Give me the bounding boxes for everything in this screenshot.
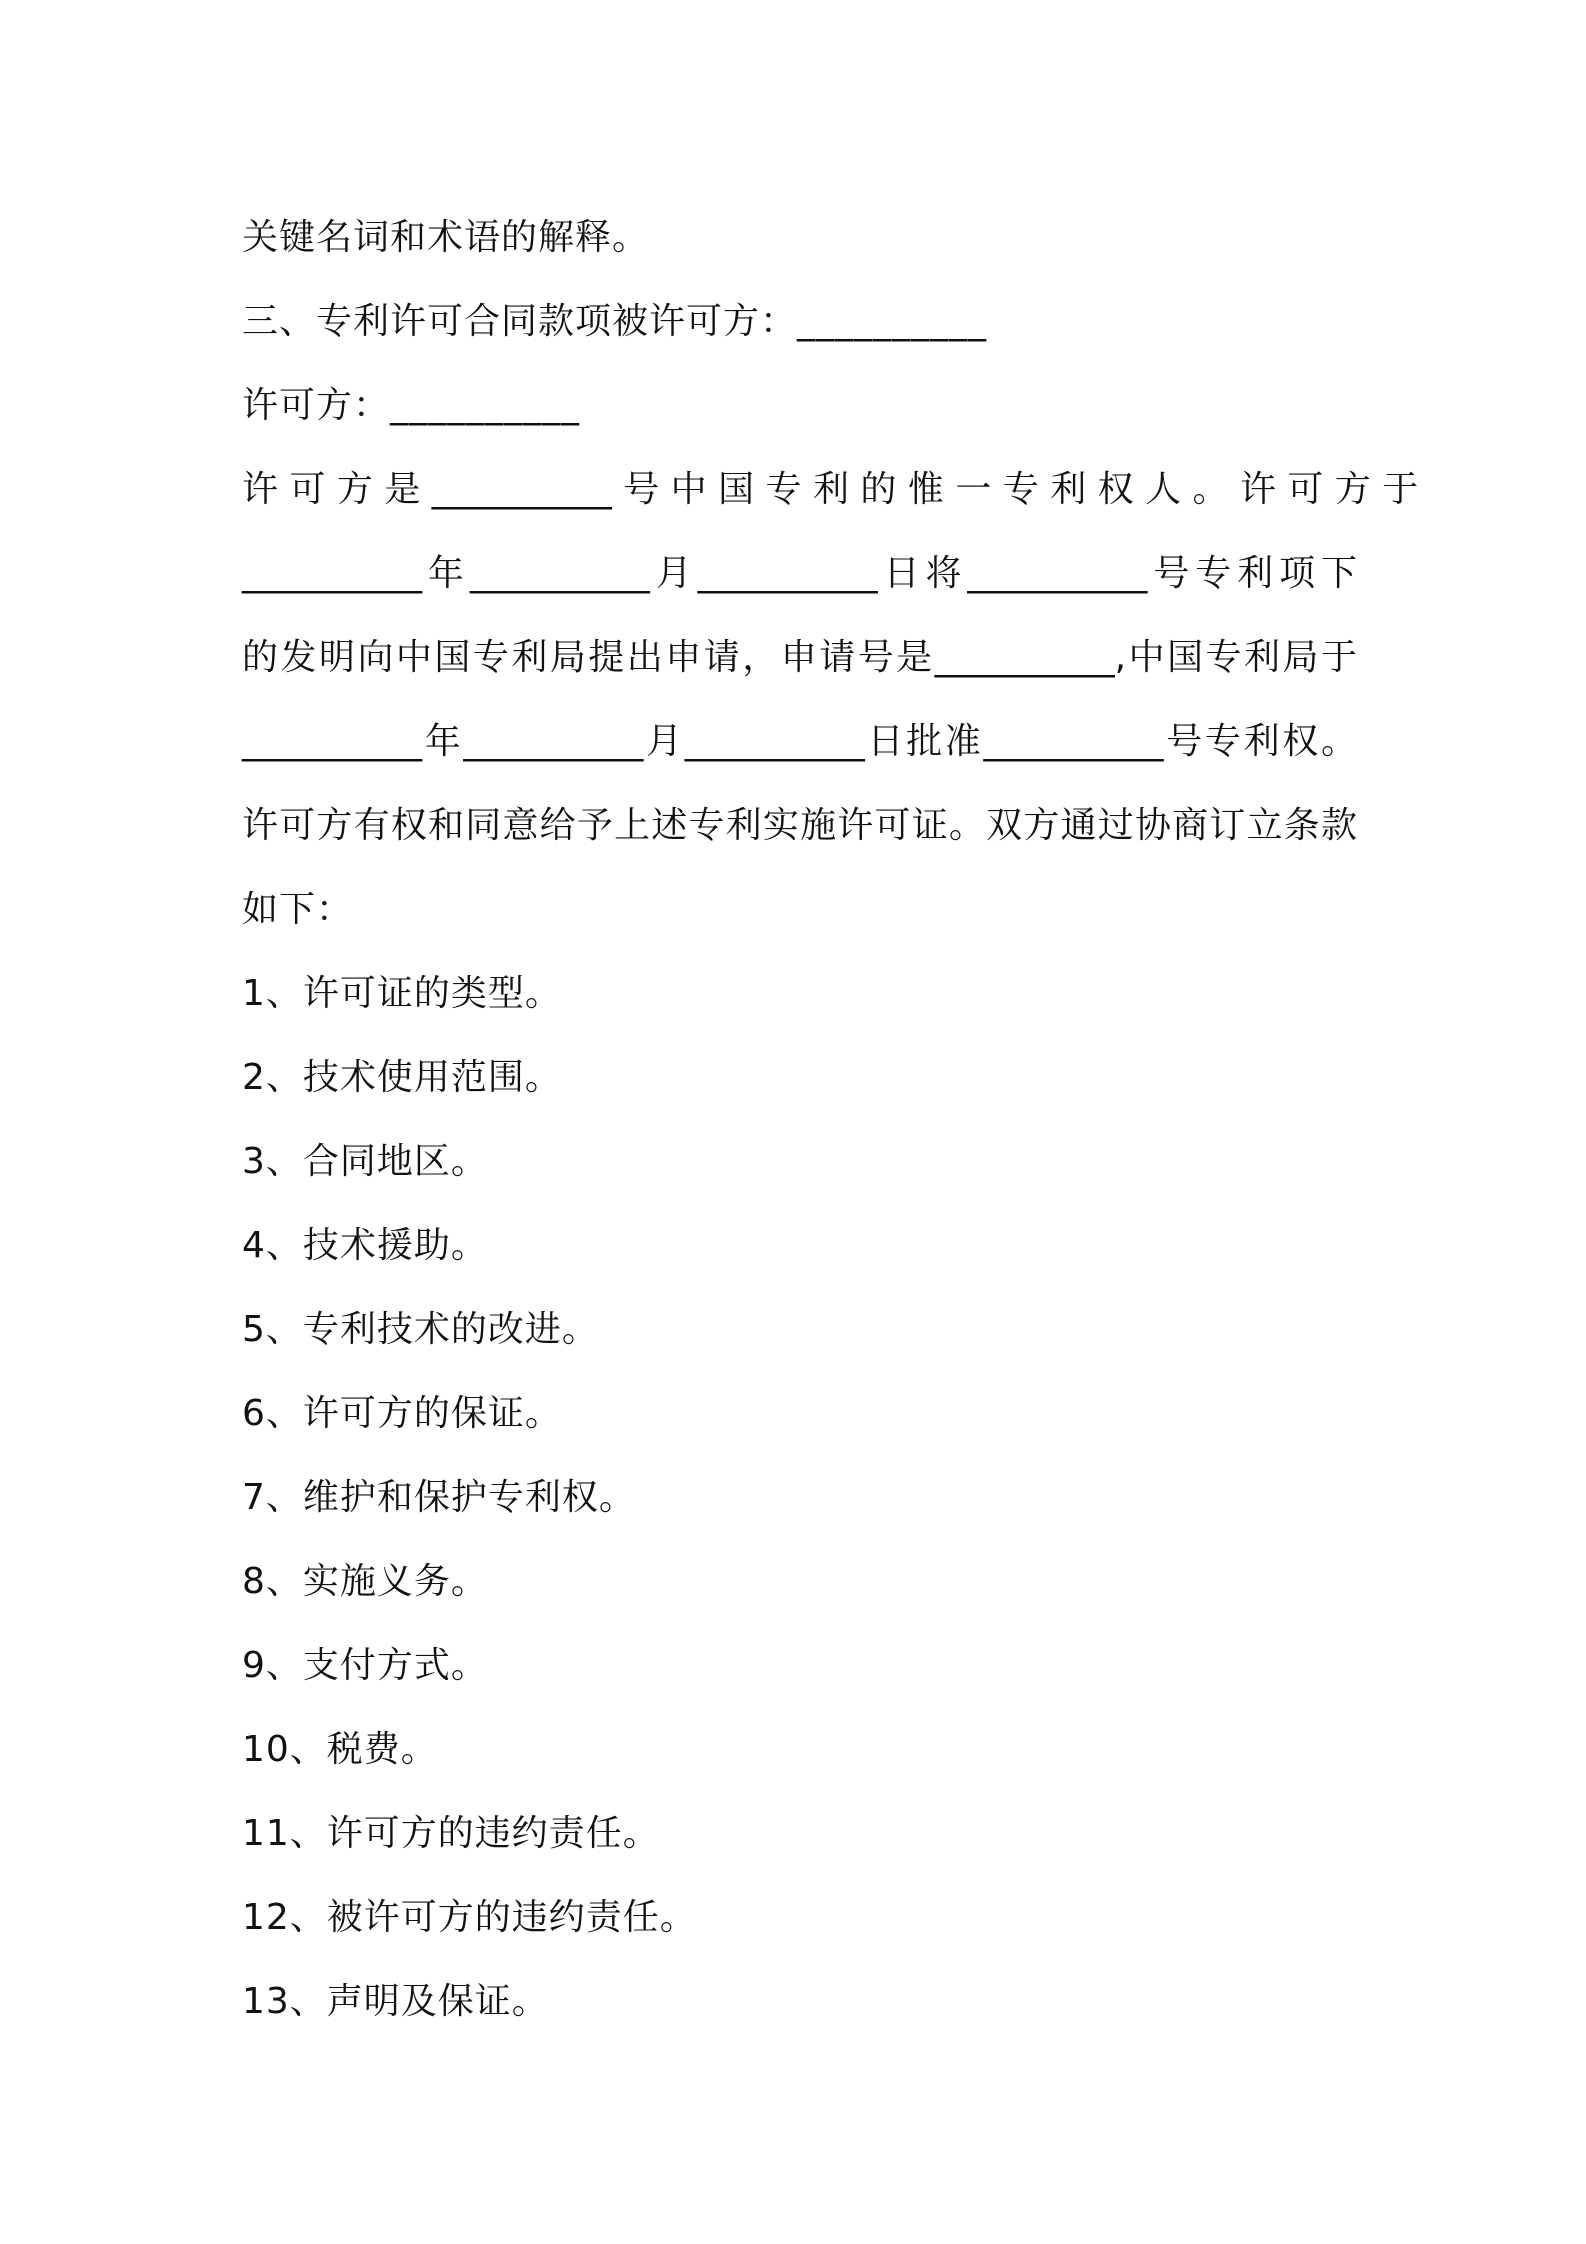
clause-item: 2、技术使用范围。 xyxy=(242,1057,562,1098)
clause-item: 4、技术援助。 xyxy=(242,1225,488,1266)
paragraph-line: 许 可 方 是 __________ 号 中 国 专 利 的 惟 一 专 利 权 人 。 许 可 方 于 xyxy=(242,469,1419,510)
clause-item: 3、合同地区。 xyxy=(242,1141,488,1182)
paragraph-line: 的发明向中国专利局提出申请，申请号是__________,中国专利局于 xyxy=(242,637,1357,678)
section-heading: 三、专利许可合同款项被许可方：__________ xyxy=(242,301,988,342)
clause-item: 7、维护和保护专利权。 xyxy=(242,1477,636,1518)
clause-item: 9、支付方式。 xyxy=(242,1645,488,1686)
licensor-field: 许可方：__________ xyxy=(242,385,581,426)
paragraph-line: __________年__________月__________日将__________号专利项下 xyxy=(242,553,1357,594)
paragraph-line: 如下： xyxy=(242,889,354,930)
clause-item: 11、许可方的违约责任。 xyxy=(242,1813,660,1854)
paragraph-line: 许可方有权和同意给予上述专利实施许可证。双方通过协商订立条款 xyxy=(242,805,1357,846)
clause-item: 13、声明及保证。 xyxy=(242,1981,549,2022)
clause-item: 1、许可证的类型。 xyxy=(242,973,562,1014)
paragraph-line: 关键名词和术语的解释。 xyxy=(242,217,650,258)
clause-item: 6、许可方的保证。 xyxy=(242,1393,562,1434)
clause-item: 8、实施义务。 xyxy=(242,1561,488,1602)
document-body xyxy=(242,196,1419,2044)
clause-item: 12、被许可方的违约责任。 xyxy=(242,1897,697,1938)
clause-item: 10、税费。 xyxy=(242,1729,438,1770)
clause-item: 5、专利技术的改进。 xyxy=(242,1309,599,1350)
paragraph-line: __________年__________月__________日批准__________号专利权。 xyxy=(242,721,1357,762)
